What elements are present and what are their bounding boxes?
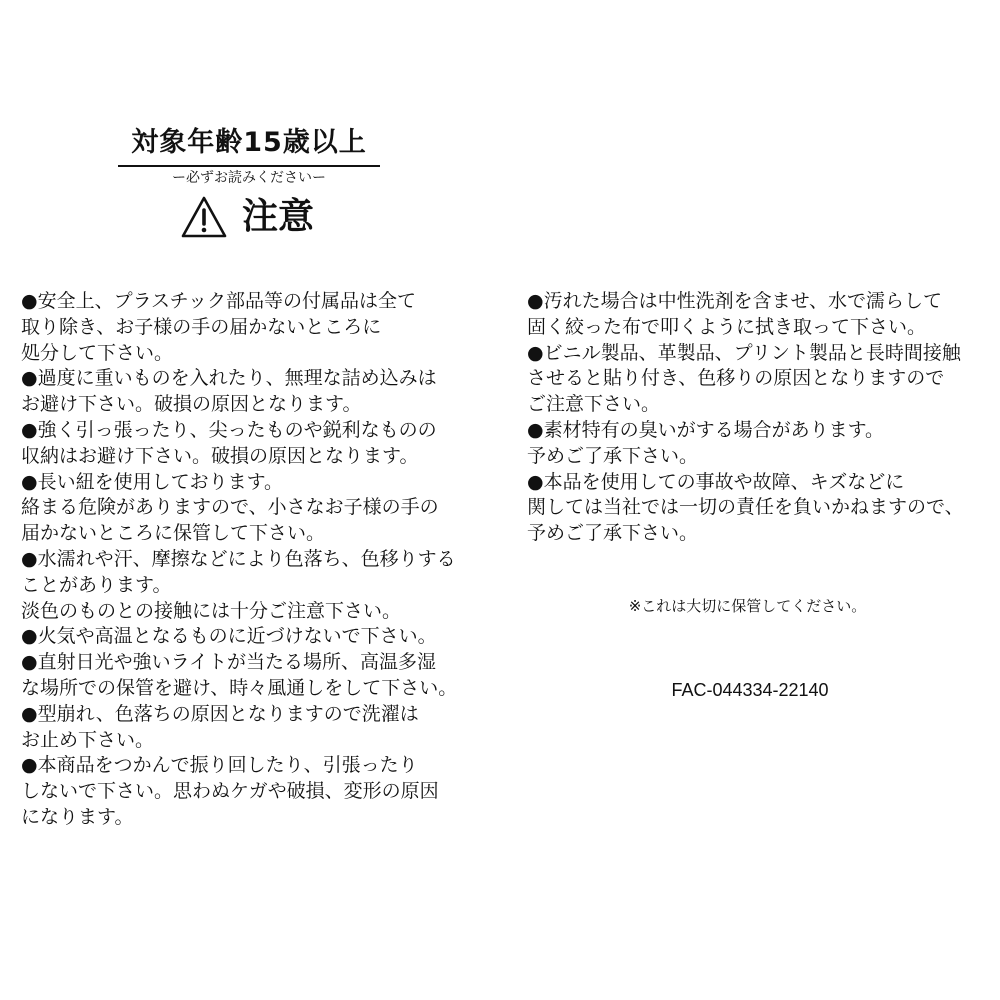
warning-line: 予めご了承下さい。: [527, 522, 699, 545]
right-warnings-column: [527, 289, 987, 547]
warning-line: になります。: [21, 805, 134, 828]
warning-line: ●強く引っ張ったり、尖ったものや鋭利なものの: [21, 418, 437, 441]
warning-line: 収納はお避け下さい。破損の原因となります。: [21, 444, 419, 467]
warning-line: お避け下さい。破損の原因となります。: [21, 393, 362, 416]
warning-line: ●本商品をつかんで振り回したり、引張ったり: [21, 754, 418, 777]
warning-line: 予めご了承下さい。: [527, 444, 699, 467]
caution-label: 注意: [242, 196, 315, 237]
warning-line: ●ビニル製品、革製品、プリント製品と長時間接触: [527, 341, 961, 364]
warning-line: ●素材特有の臭いがする場合があります。: [527, 418, 885, 441]
warning-line: 取り除き、お子様の手の届かないところに: [21, 315, 382, 338]
warning-line: しないで下さい。思わぬケガや破損、変形の原因: [21, 780, 439, 803]
warning-line: 淡色のものとの接触には十分ご注意下さい。: [21, 599, 402, 622]
warning-line: な場所での保管を避け、時々風通しをして下さい。: [21, 676, 458, 699]
warning-line: ●長い紐を使用しております。: [21, 470, 284, 493]
warning-line: ●直射日光や強いライトが当たる場所、高温多湿: [21, 651, 437, 674]
age-title: 対象年齢15歳以上: [131, 127, 367, 158]
keep-safe-note: ※これは大切に保管してください。: [628, 597, 867, 615]
warning-line: ●過度に重いものを入れたり、無理な詰め込みは: [21, 367, 437, 390]
warning-line: お止め下さい。: [21, 728, 155, 751]
product-code: FAC-044334-22140: [671, 680, 829, 700]
warning-line: ●型崩れ、色落ちの原因となりますので洗濯は: [21, 702, 419, 725]
warning-line: 処分して下さい。: [21, 341, 174, 364]
warning-triangle-icon: [180, 195, 228, 239]
left-warnings-column: [21, 289, 481, 831]
warning-line: 届かないところに保管して下さい。: [21, 522, 326, 545]
warning-line: 絡まる危険がありますので、小さなお子様の手の: [21, 496, 439, 519]
warning-line: ご注意下さい。: [527, 393, 661, 416]
warning-line: させると貼り付き、色移りの原因となりますので: [527, 367, 945, 390]
caution-heading: [180, 191, 314, 243]
warning-line: 関しては当社では一切の責任を負いかねますので、: [527, 496, 964, 519]
warning-line: 固く絞った布で叩くように拭き取って下さい。: [527, 315, 927, 338]
warning-line: ●汚れた場合は中性洗剤を含ませ、水で濡らして: [527, 290, 943, 312]
subtitle: ー必ずお読みくださいー: [172, 170, 326, 186]
warning-line: ●火気や高温となるものに近づけないで下さい。: [21, 625, 437, 648]
warning-line: ●水濡れや汗、摩擦などにより色落ち、色移りする: [21, 547, 456, 570]
warning-line: ●本品を使用しての事故や故障、キズなどに: [527, 470, 905, 493]
age-title-underline: [118, 165, 380, 167]
warning-line: ことがあります。: [21, 573, 172, 596]
warning-line: ●安全上、プラスチック部品等の付属品は全て: [21, 290, 417, 312]
